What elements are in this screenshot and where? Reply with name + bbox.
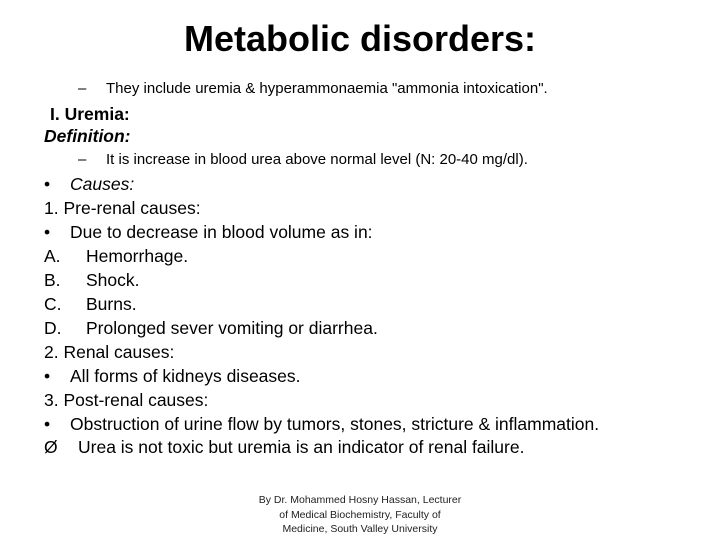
prerenal-heading: 1. Pre-renal causes: bbox=[44, 198, 201, 218]
list-letter: A. bbox=[44, 246, 61, 266]
list-letter: D. bbox=[44, 318, 62, 338]
slide-title: Metabolic disorders: bbox=[183, 18, 537, 59]
footer-credit bbox=[220, 493, 500, 537]
definition-line bbox=[78, 151, 528, 168]
renal-heading: 2. Renal causes: bbox=[44, 342, 175, 362]
list-item bbox=[44, 246, 188, 267]
intro-text: They include uremia & hyperammonaemia "ammonia intoxication". bbox=[106, 80, 548, 97]
list-item bbox=[44, 270, 140, 291]
note-line bbox=[44, 437, 524, 458]
prerenal-bullet bbox=[44, 222, 373, 243]
renal-bullet bbox=[44, 366, 301, 387]
uremia-heading: I. Uremia: bbox=[50, 104, 130, 124]
renal-bullet-text: All forms of kidneys diseases. bbox=[70, 366, 301, 386]
footer-line: By Dr. Mohammed Hosny Hassan, Lecturer bbox=[258, 494, 462, 506]
bullet-marker: • bbox=[44, 414, 51, 434]
causes-line bbox=[44, 174, 134, 195]
intro-line bbox=[78, 80, 548, 97]
bullet-marker: • bbox=[44, 174, 51, 194]
dash-marker: – bbox=[78, 151, 87, 168]
list-letter: B. bbox=[44, 270, 61, 290]
dash-marker: – bbox=[78, 80, 87, 97]
list-item-text: Burns. bbox=[86, 294, 137, 314]
list-letter: C. bbox=[44, 294, 62, 314]
causes-label: Causes: bbox=[70, 174, 135, 194]
note-text: Urea is not toxic but uremia is an indicator of renal failure. bbox=[78, 437, 525, 457]
list-item bbox=[44, 294, 137, 315]
definition-text: It is increase in blood urea above normal level (N: 20-40 mg/dl). bbox=[106, 151, 528, 168]
arrow-bullet-icon: Ø bbox=[44, 437, 58, 457]
list-item-text: Shock. bbox=[86, 270, 140, 290]
footer-line: Medicine, South Valley University bbox=[282, 523, 438, 535]
list-item-text: Prolonged sever vomiting or diarrhea. bbox=[86, 318, 378, 338]
bullet-marker: • bbox=[44, 222, 51, 242]
postrenal-bullet-text: Obstruction of urine flow by tumors, stones, stricture & inflammation. bbox=[70, 414, 600, 434]
postrenal-heading: 3. Post-renal causes: bbox=[44, 390, 209, 410]
prerenal-bullet-text: Due to decrease in blood volume as in: bbox=[70, 222, 373, 242]
list-item bbox=[44, 318, 378, 339]
postrenal-bullet bbox=[44, 414, 599, 435]
footer-line: of Medical Biochemistry, Faculty of bbox=[279, 508, 441, 521]
definition-label: Definition: bbox=[44, 126, 131, 146]
list-item-text: Hemorrhage. bbox=[86, 246, 189, 266]
bullet-marker: • bbox=[44, 366, 51, 386]
